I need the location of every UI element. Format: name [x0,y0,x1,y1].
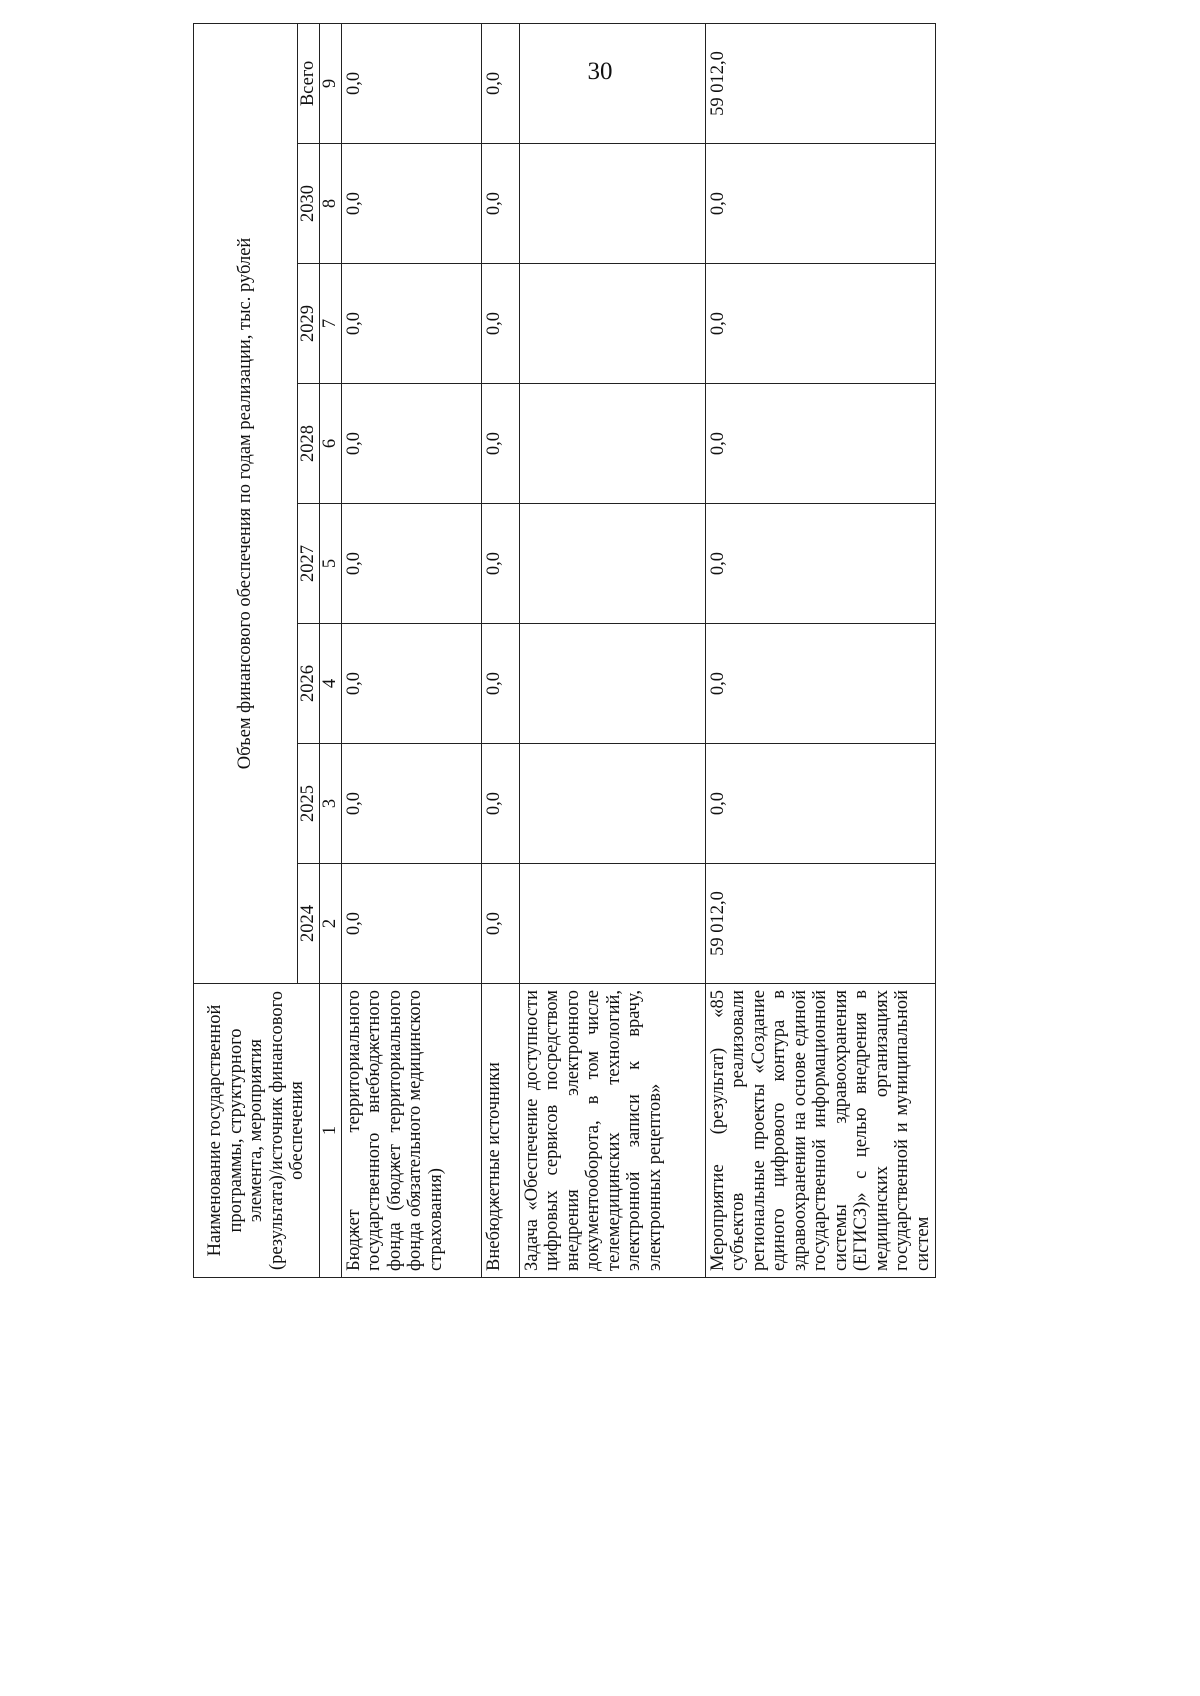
column-number-6: 6 [320,384,342,504]
value-cell: 0,0 [481,864,519,984]
value-cell: 0,0 [341,384,481,504]
value-cell: 0,0 [481,23,519,143]
header-name-cell: Наименование государственной программы, структурного элемента, мероприятия (результата)/источник финансового обеспечения [194,984,320,1278]
row-name-cell: Задача «Обеспечение доступности цифровых сервисов посредством внедрения электронного документооборота, в том числе телемедицинских технологий, электронной записи к врачу, электронных рецептов» [519,984,705,1278]
row-name-cell: Внебюджетные источники [481,984,519,1278]
header-year-2028: 2028 [298,384,320,504]
value-cell: 0,0 [341,23,481,143]
header-year-2029: 2029 [298,264,320,384]
value-cell: 0,0 [481,504,519,624]
value-cell: 0,0 [341,264,481,384]
value-cell [519,864,705,984]
header-year-2025: 2025 [298,744,320,864]
value-cell: 59 012,0 [705,23,936,143]
value-cell: 0,0 [341,624,481,744]
table-row [519,23,705,1277]
value-cell: 0,0 [481,744,519,864]
value-cell: 0,0 [705,744,936,864]
value-cell: 0,0 [481,144,519,264]
value-cell: 0,0 [341,864,481,984]
value-cell: 0,0 [705,624,936,744]
value-cell [519,23,705,143]
column-number-9: 9 [320,23,342,143]
rotated-table-container [193,51,933,1278]
row-name-cell: Мероприятие (результат) «85 субъектов реализовали региональные проекты «Создание единого цифрового контура в здравоохранении на основе единой государственной информационной системы здравоохранения (ЕГИСЗ)» с целью внедрения в медицинских организациях государственной и муниципальной систем [705,984,936,1278]
value-cell: 0,0 [341,744,481,864]
column-number-2: 2 [320,864,342,984]
page-number: 30 [587,58,613,85]
row-name-cell: Бюджет территориального государственного внебюджетного фонда (бюджет территориального фонда обязательного медицинского страхования) [341,984,481,1278]
column-number-4: 4 [320,624,342,744]
value-cell: 0,0 [705,384,936,504]
header-year-2024: 2024 [298,864,320,984]
value-cell: 0,0 [341,504,481,624]
table-row [341,23,481,1277]
value-cell: 0,0 [705,144,936,264]
value-cell: 0,0 [481,264,519,384]
header-group-cell: Объем финансового обеспечения по годам реализации, тыс. рублей [194,23,298,983]
value-cell [519,144,705,264]
value-cell: 0,0 [481,384,519,504]
value-cell: 0,0 [481,624,519,744]
value-cell [519,384,705,504]
value-cell: 59 012,0 [705,864,936,984]
value-cell [519,624,705,744]
header-year-2030: 2030 [298,144,320,264]
table-row [481,23,519,1277]
column-number-5: 5 [320,504,342,624]
value-cell: 0,0 [341,144,481,264]
value-cell [519,504,705,624]
table-row [705,23,936,1277]
column-number-3: 3 [320,744,342,864]
column-number-1: 1 [320,984,342,1278]
financing-table [193,23,936,1278]
value-cell: 0,0 [705,504,936,624]
header-year-2027: 2027 [298,504,320,624]
column-number-7: 7 [320,264,342,384]
value-cell [519,744,705,864]
value-cell: 0,0 [705,264,936,384]
header-total: Всего [298,23,320,143]
header-year-2026: 2026 [298,624,320,744]
value-cell [519,264,705,384]
column-number-8: 8 [320,144,342,264]
